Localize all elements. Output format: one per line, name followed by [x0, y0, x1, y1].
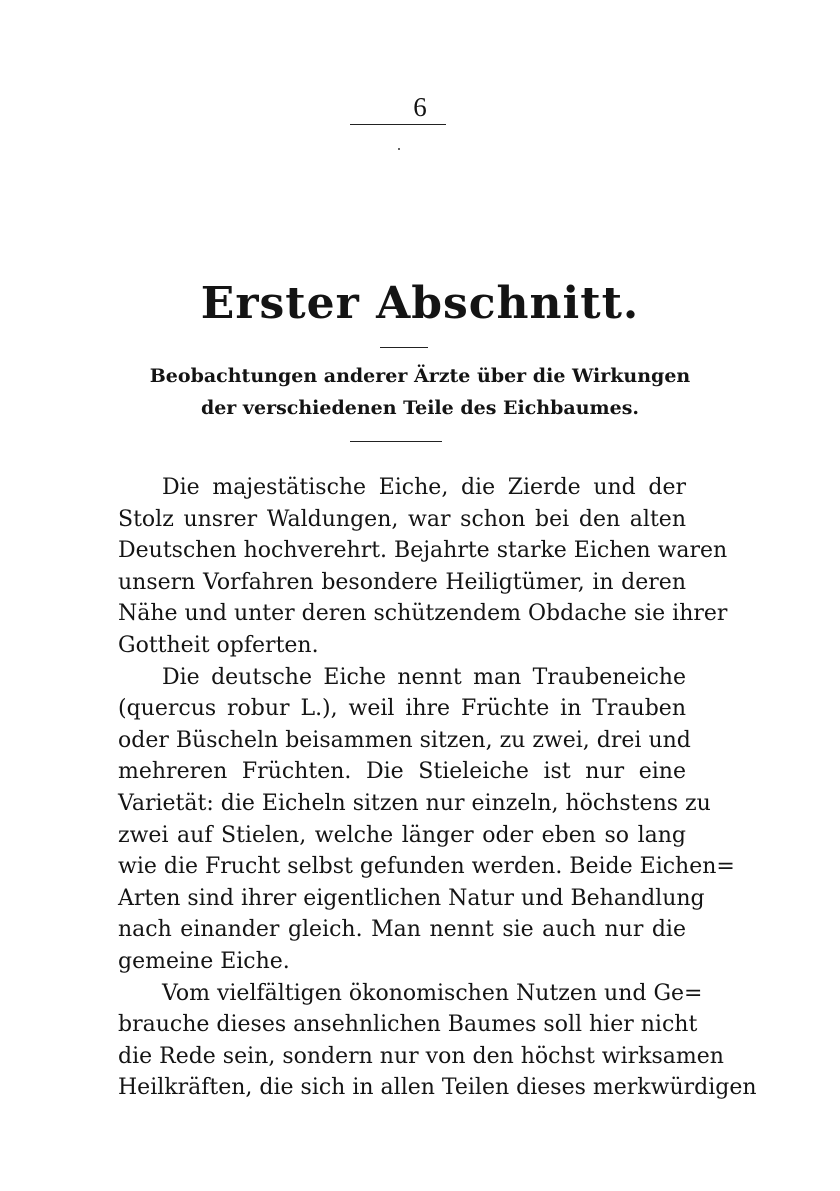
text-line: Vom vielfältigen ökonomischen Nutzen und Ge= [162, 980, 703, 1006]
text-line: Arten sind ihrer eigentlichen Natur und Behandlung [118, 885, 705, 911]
text-line: gemeine Eiche. [118, 948, 290, 974]
subtitle-line: der verschiedenen Teile des Eichbaumes. [200, 397, 640, 419]
text-line: Varietät: die Eicheln sitzen nur einzeln, höchstens zu [118, 790, 711, 816]
text-line: zwei auf Stielen, welche länger oder eben so lang [118, 822, 686, 848]
text-line: Nähe und unter deren schützendem Obdache sie ihrer [118, 601, 728, 627]
text-line: brauche dieses ansehnlichen Baumes soll hier nicht [118, 1012, 698, 1038]
top-rule [350, 124, 446, 125]
title-rule [380, 347, 428, 348]
chapter-subtitle [100, 360, 740, 424]
subtitle-line: Beobachtungen anderer Ärzte über die Wirkungen [149, 365, 691, 387]
text-line: Stolz unsrer Waldungen, war schon bei den alten [118, 506, 686, 532]
text-line: Die majestätische Eiche, die Zierde und der [162, 475, 686, 500]
text-line: die Rede sein, sondern nur von den höchst wirksamen [118, 1043, 724, 1069]
speck-mark [398, 148, 400, 150]
subtitle-rule [350, 441, 442, 442]
text-line: (quercus robur L.), weil ihre Früchte in Trauben [118, 696, 686, 722]
text-line: Gottheit opferten. [118, 632, 319, 658]
text-line: oder Büscheln beisammen sitzen, zu zwei, drei und [118, 727, 691, 753]
text-line: mehreren Früchten. Die Stieleiche ist nur eine [118, 759, 686, 785]
text-line: Heilkräften, die sich in allen Teilen dieses merkwürdigen [118, 1075, 757, 1101]
chapter-title: Erster Abschnitt. [200, 278, 640, 329]
text-line: wie die Frucht selbst gefunden werden. Beide Eichen= [118, 854, 735, 880]
text-line: unsern Vorfahren besondere Heiligtümer, in deren [118, 569, 686, 595]
body-text [118, 472, 757, 1104]
text-line: nach einander gleich. Man nennt sie auch nur die [118, 917, 686, 943]
text-line: Deutschen hochverehrt. Bejahrte starke Eichen waren [118, 538, 728, 564]
text-line: Die deutsche Eiche nennt man Traubeneiche [162, 664, 686, 690]
page-number: 6 [413, 92, 427, 122]
